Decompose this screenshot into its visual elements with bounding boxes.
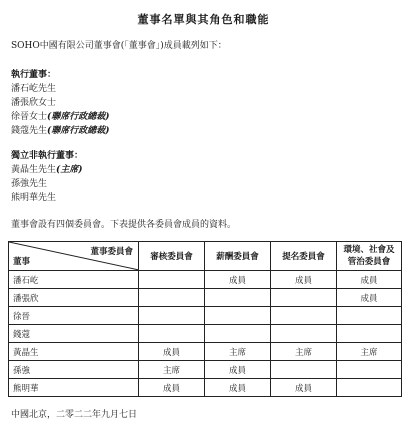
member-name: 徐晉女士 bbox=[11, 112, 48, 122]
table-row bbox=[9, 361, 402, 379]
role-cell: 成員 bbox=[205, 271, 271, 289]
role-cell: 成員 bbox=[139, 379, 205, 397]
role-cell bbox=[139, 271, 205, 289]
role-cell bbox=[205, 325, 271, 343]
corner-bottom-label: 董事 bbox=[13, 257, 31, 267]
role-cell bbox=[139, 325, 205, 343]
column-header: 環境、社會及 管治委員會 bbox=[337, 242, 402, 271]
role-cell: 主席 bbox=[271, 343, 337, 361]
executive-member bbox=[11, 123, 110, 136]
role-cell bbox=[337, 325, 402, 343]
independent-heading: 獨立非執行董事： bbox=[11, 151, 84, 161]
committee-table bbox=[8, 241, 402, 397]
independent-member bbox=[11, 162, 83, 175]
member-name: 黃晶生先生 bbox=[11, 165, 57, 175]
director-name-cell: 黃晶生 bbox=[9, 343, 139, 361]
table-header-row bbox=[9, 242, 402, 271]
executive-member bbox=[11, 81, 56, 94]
table-row bbox=[9, 325, 402, 343]
member-name: 錢蔻先生 bbox=[11, 126, 48, 136]
committees-note: 董事會設有四個委員會。下表提供各委員會成員的資料。 bbox=[11, 220, 237, 230]
member-note: (主席) bbox=[56, 165, 83, 175]
member-note: (聯席行政總裁) bbox=[47, 126, 110, 136]
role-cell: 成員 bbox=[205, 361, 271, 379]
role-cell: 成員 bbox=[337, 271, 402, 289]
director-name-cell: 徐晉 bbox=[9, 307, 139, 325]
table-row bbox=[9, 307, 402, 325]
footer-date: 中國北京，二零二二年九月七日 bbox=[11, 410, 138, 420]
column-header: 薪酬委員會 bbox=[205, 242, 271, 271]
role-cell: 成員 bbox=[271, 379, 337, 397]
director-name-cell: 熊明華 bbox=[9, 379, 139, 397]
intro-text: SOHO中國有限公司董事會(「董事會」)成員載列如下： bbox=[11, 41, 227, 51]
director-name-cell: 錢蔻 bbox=[9, 325, 139, 343]
role-cell bbox=[271, 307, 337, 325]
page-title: 董事名單與其角色和職能 bbox=[137, 13, 270, 26]
role-cell: 成員 bbox=[139, 343, 205, 361]
role-cell bbox=[139, 289, 205, 307]
role-cell: 成員 bbox=[271, 271, 337, 289]
role-cell bbox=[271, 289, 337, 307]
executive-member bbox=[11, 95, 56, 108]
role-cell: 主席 bbox=[337, 343, 402, 361]
table-row bbox=[9, 343, 402, 361]
role-cell bbox=[205, 289, 271, 307]
member-name: 熊明華先生 bbox=[11, 193, 57, 203]
role-cell: 主席 bbox=[139, 361, 205, 379]
independent-member bbox=[11, 176, 47, 189]
member-note: (聯席行政總裁) bbox=[47, 112, 110, 122]
member-name: 潘石屹先生 bbox=[11, 84, 57, 94]
table-corner-cell bbox=[9, 242, 139, 271]
role-cell: 主席 bbox=[205, 343, 271, 361]
director-name-cell: 潘石屹 bbox=[9, 271, 139, 289]
role-cell bbox=[337, 307, 402, 325]
member-name: 孫強先生 bbox=[11, 179, 48, 189]
role-cell bbox=[271, 361, 337, 379]
director-name-cell: 孫強 bbox=[9, 361, 139, 379]
executive-heading: 執行董事： bbox=[11, 70, 57, 80]
executive-member bbox=[11, 109, 110, 122]
role-cell: 成員 bbox=[205, 379, 271, 397]
role-cell: 成員 bbox=[337, 289, 402, 307]
role-cell bbox=[271, 325, 337, 343]
director-name-cell: 潘張欣 bbox=[9, 289, 139, 307]
independent-member bbox=[11, 190, 56, 203]
member-name: 潘張欣女士 bbox=[11, 98, 57, 108]
table-row bbox=[9, 379, 402, 397]
role-cell bbox=[337, 361, 402, 379]
corner-top-label: 董事委員會 bbox=[90, 247, 133, 257]
column-header: 審核委員會 bbox=[139, 242, 205, 271]
role-cell bbox=[205, 307, 271, 325]
role-cell bbox=[337, 379, 402, 397]
table-row bbox=[9, 289, 402, 307]
column-header: 提名委員會 bbox=[271, 242, 337, 271]
table-row bbox=[9, 271, 402, 289]
role-cell bbox=[139, 307, 205, 325]
